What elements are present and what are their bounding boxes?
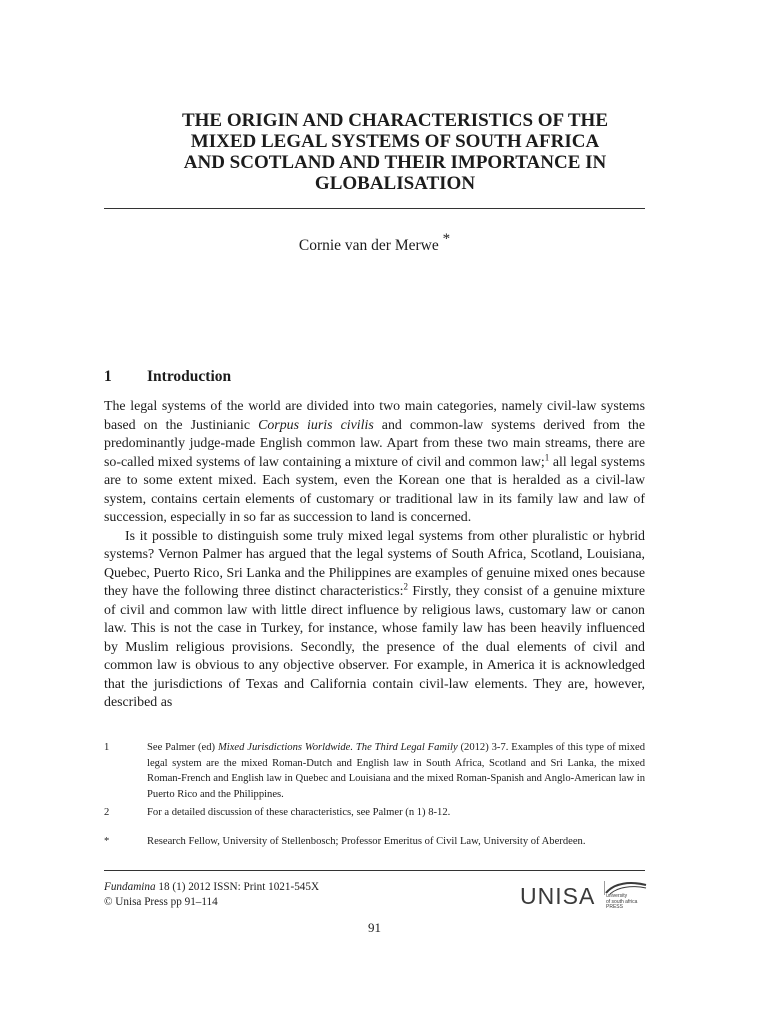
text-run: (2012) 3-7. Examples of this type of mixed legal system are the mixed Roman-Dutch and English law in South Africa, Scotland and Sri Lanka, the mixed Roman-French and English law in Quebec and Louisiana and the mixed Roman-Spanish and Anglo-American law in Puerto Rico and the Philippines.: [147, 742, 645, 800]
text-run: Is it possible to distinguish some truly mixed legal systems from other pluralistic or hybrid systems? Vernon Palmer has argued that the legal systems of South Africa, Scotland, Louisiana, Quebec, Puerto Rico, Sri Lanka and the Philippines are examples of genuine mixed ones because they have the following three distinct characteristics:: [104, 528, 645, 599]
section-heading: [104, 368, 231, 386]
journal-name: Fundamina: [104, 881, 156, 893]
publication-info: [104, 880, 319, 910]
section-number: 1: [104, 368, 112, 385]
title-line: THE ORIGIN AND CHARACTERISTICS OF THE: [181, 110, 608, 131]
text-run: and common-law systems derived from the predominantly judge-made English common law. Apart from these two main streams, there are so-called mixed systems of law containing a mixture of civil and common law;: [104, 417, 645, 470]
footnote: [104, 805, 645, 821]
footnote-reference: 2: [403, 581, 408, 592]
text-run: Firstly, they consist of a genuine mixture of civil and common law with little direct influence by religious laws, customary law or canon law. This is not the case in Turkey, for instance, whose family law has been heavily influenced by Muslim religious provisions. Secondly, the presence of the dual elements of civil and common law is obvious to any objective observer. For example, in America it is acknowledged that the jurisdictions of Texas and California contain civil-law elements. They are, however, described as: [104, 584, 645, 710]
page-number: 91: [368, 920, 381, 935]
logo-subtext-line: PRESS: [606, 904, 623, 910]
section-title: Introduction: [147, 368, 232, 385]
cited-title: Mixed Jurisdictions Worldwide. The Third Legal Family: [217, 742, 458, 753]
copyright-line: © Unisa Press pp 91–114: [104, 896, 218, 908]
unisa-press-logo: [520, 879, 650, 919]
title-line: GLOBALISATION: [314, 173, 476, 194]
title-divider: [104, 208, 645, 209]
title-line: MIXED LEGAL SYSTEMS OF SOUTH AFRICA: [190, 131, 600, 152]
text-run: The legal systems of the world are divided into two main categories, namely civil-law systems based on the Justinianic: [104, 399, 645, 433]
footnote-reference: 1: [544, 451, 550, 462]
author-footnote-marker: *: [442, 231, 451, 247]
footnote-number: 2: [104, 807, 110, 818]
footnote: [104, 740, 645, 802]
footnote-text: For a detailed discussion of these characteristics, see Palmer (n 1) 8-12.: [147, 807, 451, 818]
author-footnote: [104, 834, 645, 850]
paragraph: [104, 398, 645, 528]
logo-subtext: [606, 894, 646, 911]
logo-wordmark: UNISA: [520, 883, 596, 909]
author-byline: [104, 232, 645, 255]
italic-term: Corpus iuris civilis: [258, 417, 374, 433]
text-run: all legal systems are to some extent mixed. Each system, even the Korean one that is heralded as a civil-law system, contains certain elements of customary or traditional law in its family law and law of succession, especially in so far as succession to land is concerned.: [104, 454, 645, 525]
footnote-number: 1: [104, 742, 110, 753]
citation-line: [104, 880, 319, 895]
footnote-text: [147, 740, 645, 802]
footer-divider: [104, 870, 645, 871]
logo-subtext-line: university: [606, 893, 628, 899]
author-name: Cornie van der Merwe: [298, 237, 439, 255]
footnote-marker: *: [104, 835, 110, 847]
logo-subtext-line: of south africa: [606, 898, 638, 905]
title-line: AND SCOTLAND AND THEIR IMPORTANCE IN: [183, 152, 607, 173]
paragraph: [104, 528, 645, 713]
footnotes: [104, 740, 645, 852]
issue-issn: 18 (1) 2012 ISSN: Print 1021-545X: [155, 881, 320, 893]
body-text: [104, 398, 645, 713]
footnote-text: Research Fellow, University of Stellenbosch; Professor Emeritus of Civil Law, University of Aberdeen.: [147, 835, 586, 847]
article-title: [130, 110, 660, 194]
text-run: See Palmer (ed): [147, 742, 218, 753]
